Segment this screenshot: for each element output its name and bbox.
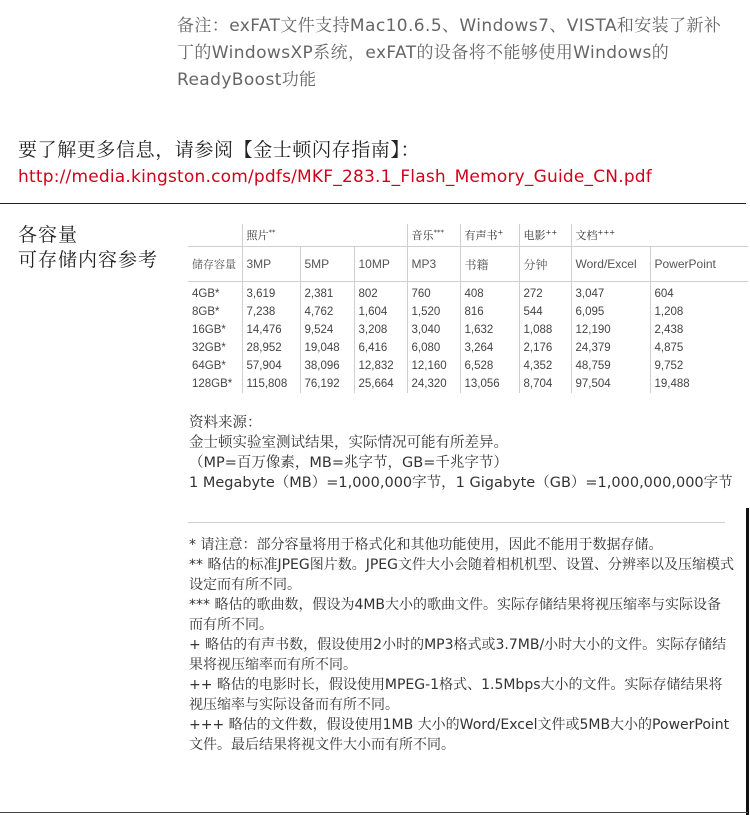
table-cell: 1,088 xyxy=(519,321,571,339)
footnote: * 请注意：部分容量将用于格式化和其他功能使用，因此不能用于数据存储。 xyxy=(189,537,663,553)
column-header: Word/Excel xyxy=(571,247,650,282)
group-header-documents: 文档+++ xyxy=(571,224,748,247)
footnote: ++ 略估的电影时长，假设使用MPEG-1格式、1.5Mbps大小的文件。实际存储结果将视压缩率与实际设备而有所不同。 xyxy=(189,677,723,713)
table-column-header-row xyxy=(188,247,748,282)
table-cell: 57,904 xyxy=(242,357,300,375)
more-info-heading: 要了解更多信息，请参阅【金士顿闪存指南】： xyxy=(18,139,421,161)
column-header: 3MP xyxy=(242,247,300,282)
column-header: 10MP xyxy=(354,247,407,282)
right-edge-rule xyxy=(746,508,749,815)
table-cell: 6,416 xyxy=(354,339,407,357)
column-header-capacity: 储存容量 xyxy=(188,247,242,282)
table-cell: 38,096 xyxy=(300,357,354,375)
sources-line: 1 Megabyte（MB）=1,000,000字节，1 Gigabyte（GB）=1,000,000,000字节 xyxy=(189,475,733,491)
footnote: + 略估的有声书数，假设使用2小时的MP3格式或3.7MB/小时大小的文件。实际存储结果将视压缩率而有所不同。 xyxy=(189,637,727,673)
table-cell: 604 xyxy=(650,282,748,304)
table-cell: 6,080 xyxy=(407,339,460,357)
table-cell: 3,264 xyxy=(460,339,519,357)
table-cell: 9,524 xyxy=(300,321,354,339)
capacity-cell: 4GB* xyxy=(192,288,220,300)
capacity-cell: 64GB* xyxy=(192,360,226,372)
group-header-movies: 电影++ xyxy=(519,224,571,247)
table-cell: 2,381 xyxy=(300,282,354,304)
table-cell: 24,379 xyxy=(571,339,650,357)
footnotes-divider xyxy=(188,522,725,523)
capacity-title-line2: 可存储内容参考 xyxy=(18,249,159,271)
table-cell: 115,808 xyxy=(242,375,300,393)
table-cell: 12,832 xyxy=(354,357,407,375)
sources-line: （MP=百万像素，MB=兆字节，GB=千兆字节） xyxy=(189,455,508,471)
table-cell: 1,208 xyxy=(650,303,748,321)
table-cell: 24,320 xyxy=(407,375,460,393)
table-cell: 7,238 xyxy=(242,303,300,321)
capacity-cell: 8GB* xyxy=(192,306,220,318)
capacity-cell: 32GB* xyxy=(192,342,226,354)
table-cell: 4,762 xyxy=(300,303,354,321)
exfat-note: 备注：exFAT文件支持Mac10.6.5、Windows7、VISTA和安装了新补丁的WindowsXP系统，exFAT的设备将不能够使用Windows的ReadyBoost功能 xyxy=(177,16,722,90)
table-row xyxy=(188,303,748,321)
column-header: 5MP xyxy=(300,247,354,282)
capacity-section-title xyxy=(18,223,158,273)
table-cell: 6,528 xyxy=(460,357,519,375)
table-cell: 12,160 xyxy=(407,357,460,375)
table-row xyxy=(188,357,748,375)
table-row xyxy=(188,375,748,393)
capacity-cell: 128GB* xyxy=(192,378,233,390)
table-cell: 19,488 xyxy=(650,375,748,393)
table-cell: 48,759 xyxy=(571,357,650,375)
table-cell: 3,619 xyxy=(242,282,300,304)
table-cell: 3,208 xyxy=(354,321,407,339)
section-divider xyxy=(0,203,746,204)
column-header: PowerPoint xyxy=(650,247,748,282)
table-cell: 25,664 xyxy=(354,375,407,393)
table-cell: 4,875 xyxy=(650,339,748,357)
capacity-table xyxy=(188,224,748,393)
footnote: +++ 略估的文件数，假设使用1MB 大小的Word/Excel文件或5MB大小的PowerPoint文件。最后结果将视文件大小而有所不同。 xyxy=(189,717,730,753)
sources-block xyxy=(189,413,734,493)
table-cell: 760 xyxy=(407,282,460,304)
table-group-header-row xyxy=(188,224,748,247)
footnotes-block xyxy=(189,535,734,755)
table-cell: 544 xyxy=(519,303,571,321)
table-body xyxy=(188,282,748,394)
table-cell: 1,520 xyxy=(407,303,460,321)
capacity-cell: 16GB* xyxy=(192,324,226,336)
group-header-music: 音乐*** xyxy=(407,224,460,247)
table-cell: 97,504 xyxy=(571,375,650,393)
table-cell: 272 xyxy=(519,282,571,304)
group-header-photos: 照片** xyxy=(242,224,407,247)
table-cell: 802 xyxy=(354,282,407,304)
table-cell: 4,352 xyxy=(519,357,571,375)
sources-line: 金士顿实验室测试结果，实际情况可能有所差异。 xyxy=(189,435,508,451)
table-cell: 1,632 xyxy=(460,321,519,339)
capacity-title-line1: 各容量 xyxy=(18,224,79,246)
table-cell: 3,040 xyxy=(407,321,460,339)
group-header-empty xyxy=(188,224,242,247)
column-header: 分钟 xyxy=(519,247,571,282)
table-row xyxy=(188,282,748,304)
table-cell: 12,190 xyxy=(571,321,650,339)
bottom-edge-rule xyxy=(0,812,748,813)
table-cell: 2,438 xyxy=(650,321,748,339)
table-cell: 816 xyxy=(460,303,519,321)
group-header-audiobooks: 有声书+ xyxy=(460,224,519,247)
table-row xyxy=(188,339,748,357)
table-cell: 19,048 xyxy=(300,339,354,357)
table-cell: 76,192 xyxy=(300,375,354,393)
flash-memory-guide-link[interactable]: http://media.kingston.com/pdfs/MKF_283.1_Flash_Memory_Guide_CN.pdf xyxy=(18,167,652,187)
table-cell: 2,176 xyxy=(519,339,571,357)
table-cell: 14,476 xyxy=(242,321,300,339)
footnote: ** 略估的标准JPEG图片数。JPEG文件大小会随着相机机型、设置、分辨率以及压缩模式设定而有所不同。 xyxy=(189,557,734,593)
table-cell: 9,752 xyxy=(650,357,748,375)
table-row xyxy=(188,321,748,339)
table-cell: 28,952 xyxy=(242,339,300,357)
table-cell: 8,704 xyxy=(519,375,571,393)
table-cell: 13,056 xyxy=(460,375,519,393)
column-header: MP3 xyxy=(407,247,460,282)
footnote: *** 略估的歌曲数，假设为4MB大小的歌曲文件。实际存储结果将视压缩率与实际设备而有所不同。 xyxy=(189,597,722,633)
table-cell: 6,095 xyxy=(571,303,650,321)
table-cell: 3,047 xyxy=(571,282,650,304)
table-cell: 408 xyxy=(460,282,519,304)
table-cell: 1,604 xyxy=(354,303,407,321)
sources-label: 资料来源： xyxy=(189,415,262,431)
column-header: 书籍 xyxy=(460,247,519,282)
